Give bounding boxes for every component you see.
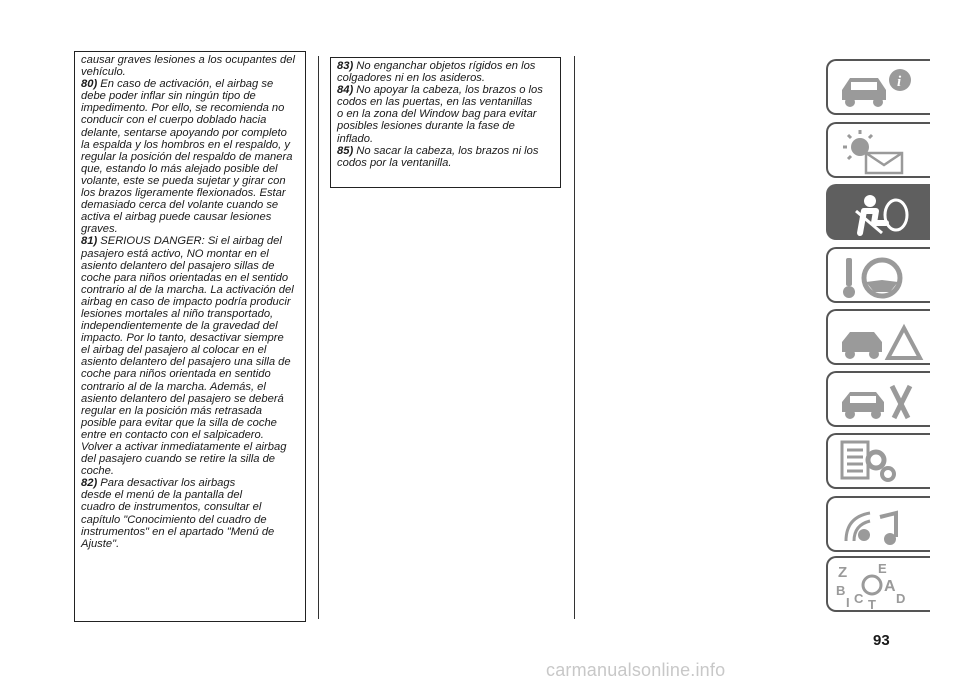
text-line	[81, 175, 301, 187]
note-text: cuadro de instrumentos, consultar el	[81, 501, 262, 514]
tab-safety[interactable]	[826, 184, 930, 240]
index-letter: E	[878, 561, 887, 576]
note-text: codos por la ventanilla.	[337, 156, 452, 169]
note-text: En caso de activación, el airbag se	[97, 78, 274, 91]
text-line	[337, 72, 556, 84]
text-line	[81, 405, 301, 417]
text-line	[81, 538, 301, 550]
note-text: codos en las puertas, en las ventanillas	[337, 96, 533, 109]
text-line	[81, 308, 301, 320]
note-text: graves.	[81, 223, 118, 236]
tab-multimedia[interactable]	[826, 496, 930, 552]
note-text: del pasajero cuando se retire la silla de	[81, 453, 276, 466]
car-maintenance-tools-icon	[834, 376, 930, 426]
text-line	[81, 199, 301, 211]
tab-technical-data[interactable]	[826, 433, 930, 489]
text-line	[81, 235, 301, 247]
text-line	[81, 296, 301, 308]
note-text: lesiones mortales al niño transportado,	[81, 307, 274, 320]
note-number: 85)	[337, 144, 354, 157]
note-text: No sacar la cabeza, los brazos ni los	[353, 144, 539, 157]
note-number: 81)	[81, 235, 98, 248]
note-text: independientemente de la gravedad del	[81, 320, 278, 333]
tab-maintenance[interactable]	[826, 371, 930, 427]
note-text: o en la zona del Window bag para evitar	[337, 108, 537, 121]
text-line	[81, 163, 301, 175]
text-line	[81, 332, 301, 344]
text-line	[81, 211, 301, 223]
text-line	[81, 356, 301, 368]
column-divider-right	[574, 56, 575, 619]
text-line	[81, 526, 301, 538]
text-line	[81, 393, 301, 405]
text-line	[81, 187, 301, 199]
text-line	[337, 157, 556, 169]
note-text: desde el menú de la pantalla del	[81, 489, 243, 502]
note-text: que, estando lo más alejado posible del	[81, 162, 278, 175]
note-text: No enganchar objetos rígidos en los	[353, 60, 536, 72]
note-text: colgadores ni en los asideros.	[337, 72, 486, 85]
multimedia-icon	[834, 501, 930, 551]
note-text: delante, sentarse apoyando por completo	[81, 126, 287, 139]
note-text: posibles lesiones durante la fase de	[337, 120, 515, 133]
note-text: activa el airbag puede causar lesiones	[81, 211, 272, 224]
car-info-icon	[834, 64, 930, 114]
index-letter: T	[868, 597, 876, 612]
tab-warning-lights[interactable]	[826, 122, 930, 178]
text-line	[81, 90, 301, 102]
index-letter: I	[846, 595, 850, 610]
text-line	[81, 272, 301, 284]
text-line	[81, 114, 301, 126]
note-text: coche para niños orientadas en el sentido	[81, 271, 289, 284]
note-text: posible para evitar que la silla de coche	[81, 416, 277, 429]
page-number: 93	[873, 632, 890, 649]
text-line	[81, 78, 301, 90]
note-text: la espalda y los hombros en el respaldo, y	[81, 138, 290, 151]
note-text: regular en la posición más retrasada	[81, 404, 262, 417]
index-letter: D	[896, 591, 906, 606]
column-divider-left	[318, 56, 319, 619]
text-line	[81, 501, 301, 513]
note-text: asiento delantero del pasajero sillas de	[81, 259, 275, 272]
note-text: inflado.	[337, 132, 374, 145]
note-text: Ajuste".	[81, 537, 120, 550]
watermark: carmanualsonline.info	[546, 660, 726, 680]
tab-car-info[interactable]	[826, 59, 930, 115]
text-line	[337, 133, 556, 145]
text-line	[81, 54, 301, 66]
text-line	[81, 477, 301, 489]
text-line	[81, 489, 301, 501]
note-text: volante, este se pueda sujetar y girar con	[81, 174, 286, 187]
note-text: No apoyar la cabeza, los brazos o los	[353, 84, 543, 97]
note-text: Volver a activar inmediatamente el airbag	[81, 441, 287, 453]
text-line	[81, 151, 301, 163]
text-line	[81, 127, 301, 139]
text-line	[337, 84, 556, 96]
text-line	[81, 465, 301, 477]
emergency-warning-triangle-icon	[834, 314, 930, 364]
note-text: contrario al de la marcha. Además, el	[81, 380, 266, 393]
text-line	[81, 284, 301, 296]
note-text: SERIOUS DANGER: Si el airbag del	[97, 235, 282, 248]
note-number: 82)	[81, 477, 98, 490]
tab-starting-driving[interactable]	[826, 247, 930, 303]
note-text: capítulo "Conocimiento del cuadro de	[81, 513, 267, 526]
note-text: conducir con el cuerpo doblado hacia	[81, 114, 267, 127]
note-text: asiento delantero del pasajero una silla de	[81, 356, 291, 369]
note-number: 80)	[81, 78, 98, 91]
note-text: airbag en caso de impacto podría producir	[81, 295, 291, 308]
note-text: coche.	[81, 465, 114, 478]
key-steering-wheel-icon	[834, 252, 930, 302]
text-line	[81, 441, 301, 453]
text-line	[337, 120, 556, 132]
text-line	[337, 145, 556, 157]
technical-data-gear-icon	[834, 438, 930, 488]
note-text: impacto. Por lo tanto, desactivar siempre	[81, 332, 284, 345]
note-text: el airbag del pasajero al colocar en el	[81, 344, 267, 357]
note-text: entre en contacto con el salpicadero.	[81, 428, 264, 441]
text-line	[81, 139, 301, 151]
note-text: contrario al de la marcha. La activación del	[81, 283, 294, 296]
safety-airbag-seatbelt-icon	[834, 189, 930, 239]
warning-lights-message-icon	[834, 127, 930, 177]
index-letter: A	[884, 578, 896, 595]
tab-emergency[interactable]	[826, 309, 930, 365]
alphabetical-index-icon	[834, 561, 930, 612]
note-text: instrumentos" en el apartado "Menú de	[81, 525, 275, 538]
index-letter: C	[854, 591, 864, 606]
text-line	[81, 320, 301, 332]
note-text: demasiado cerca del volante cuando se	[81, 199, 279, 212]
note-text: impedimento. Por ello, se recomienda no	[81, 102, 285, 115]
text-line	[337, 108, 556, 120]
right-text-box	[330, 57, 561, 188]
text-line	[81, 102, 301, 114]
text-line	[337, 96, 556, 108]
text-line	[81, 260, 301, 272]
note-text: debe poder inflar sin ningún tipo de	[81, 90, 256, 103]
svg-text:i: i	[897, 74, 902, 90]
left-text-box	[74, 51, 306, 622]
text-line	[81, 368, 301, 380]
text-line	[81, 223, 301, 235]
index-letter: B	[836, 583, 846, 598]
note-text: asiento delantero del pasajero se deberá	[81, 392, 284, 405]
text-line	[81, 66, 301, 78]
note-text: Para desactivar los airbags	[97, 477, 236, 490]
note-text: vehículo.	[81, 66, 126, 79]
text-line	[81, 381, 301, 393]
text-line	[81, 453, 301, 465]
text-line	[337, 60, 556, 72]
note-text: los brazos ligeramente flexionados. Estar	[81, 187, 286, 200]
tab-index[interactable]	[826, 556, 930, 612]
note-text: causar graves lesiones a los ocupantes del	[81, 54, 295, 66]
note-text: coche para niños orientada en sentido	[81, 368, 271, 381]
note-number: 84)	[337, 84, 354, 97]
note-text: pasajero está activo, NO montar en el	[81, 247, 269, 260]
note-text: regular la posición del respaldo de manera	[81, 150, 293, 163]
note-number: 83)	[337, 60, 354, 72]
text-line	[81, 429, 301, 441]
text-line	[81, 344, 301, 356]
text-line	[81, 514, 301, 526]
text-line	[81, 417, 301, 429]
index-letter: Z	[838, 564, 848, 581]
text-line	[81, 248, 301, 260]
